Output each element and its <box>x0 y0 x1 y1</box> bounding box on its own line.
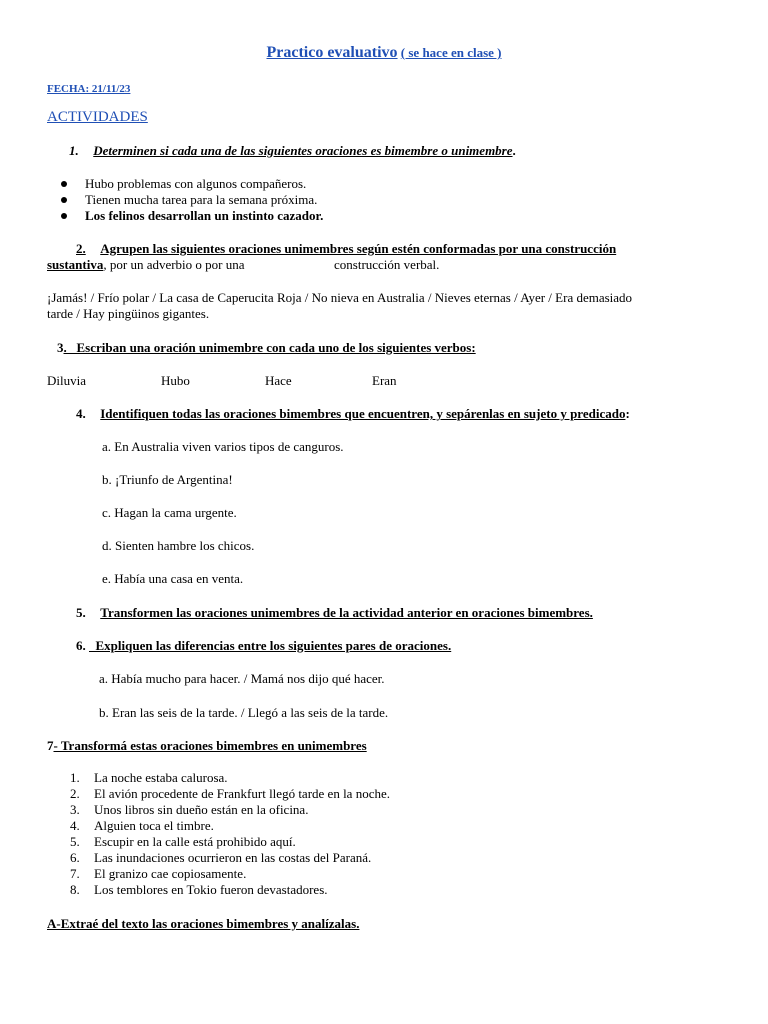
activity-4-colon: : <box>625 406 630 421</box>
activity-6-item: a. Había mucho para hacer. / Mamá nos dijo qué hacer. <box>99 671 385 686</box>
activity-7-item <box>70 866 246 882</box>
activity-7-item <box>70 786 390 802</box>
item-number: 5. <box>70 834 80 849</box>
activity-7-item <box>70 834 296 850</box>
activity-2-number: 2. <box>76 241 86 256</box>
activity-3-text: . Escriban una oración unimembre con cada uno de los siguientes verbos: <box>63 340 476 355</box>
item-number: 4. <box>70 818 80 833</box>
activity-7-item <box>70 802 308 818</box>
item-text: El avión procedente de Frankfurt llegó tarde en la noche. <box>94 786 390 801</box>
activity-6-item: b. Eran las seis de la tarde. / Llegó a las seis de la tarde. <box>99 705 389 720</box>
activity-2-text-b: construcción verbal. <box>334 257 440 272</box>
activity-7-text: - Transformá estas oraciones bimembres en unimembres <box>53 738 367 753</box>
activity-1-number: 1. <box>69 143 79 158</box>
activity-4-item: c. Hagan la cama urgente. <box>102 505 237 520</box>
activity-2-line-2 <box>47 257 245 273</box>
activity-3 <box>57 340 476 356</box>
item-number: 8. <box>70 882 80 897</box>
activity-a: A-Extraé del texto las oraciones bimembres y analízalas. <box>47 916 360 931</box>
activity-2-list-line-2: tarde / Hay pingüinos gigantes. <box>47 306 210 321</box>
item-text: La noche estaba calurosa. <box>94 770 228 785</box>
activity-2-underlined: sustantiva <box>47 257 104 272</box>
item-text: Unos libros sin dueño están en la oficina. <box>94 802 309 817</box>
activity-6 <box>76 638 451 654</box>
item-number: 2. <box>70 786 80 801</box>
page-title <box>0 45 768 61</box>
verb-3: Hace <box>265 373 292 388</box>
item-number: 3. <box>70 802 80 817</box>
activity-1-item: Los felinos desarrollan un instinto cazador. <box>85 208 324 223</box>
item-text: Las inundaciones ocurrieron en las costas del Paraná. <box>94 850 372 865</box>
item-number: 6. <box>70 850 80 865</box>
bullet-icon <box>61 197 67 203</box>
verb-1: Diluvia <box>47 373 86 388</box>
title-main: Practico evaluativo <box>266 44 398 61</box>
item-number: 1. <box>70 770 80 785</box>
item-number: 7. <box>70 866 80 881</box>
item-text: Los temblores en Tokio fueron devastadores. <box>94 882 328 897</box>
item-text: El granizo cae copiosamente. <box>94 866 247 881</box>
activity-4 <box>76 406 630 422</box>
activity-4-item: e. Había una casa en venta. <box>102 571 244 586</box>
activity-3-number: 3 <box>57 340 64 355</box>
activity-5-number: 5. <box>76 605 86 620</box>
activity-4-number: 4. <box>76 406 86 421</box>
date-line: FECHA: 21/11/23 <box>47 83 131 95</box>
activity-2-line-1 <box>76 241 616 257</box>
activity-2-list-line-1: ¡Jamás! / Frío polar / La casa de Caperucita Roja / No nieva en Australia / Nieves eternas / Ayer / Era demasiado <box>47 290 633 305</box>
item-text: Alguien toca el timbre. <box>94 818 214 833</box>
bullet-icon <box>61 213 67 219</box>
item-text: Escupir en la calle está prohibido aquí. <box>94 834 296 849</box>
activity-5 <box>76 605 593 621</box>
activity-7-item <box>70 770 228 786</box>
activity-7 <box>47 738 367 754</box>
activity-7-item <box>70 882 328 898</box>
activity-1-item: Hubo problemas con algunos compañeros. <box>85 176 307 191</box>
activity-4-item: a. En Australia viven varios tipos de canguros. <box>102 439 344 454</box>
activity-2-text-a: , por un adverbio o por una <box>103 257 245 272</box>
activity-1 <box>69 143 516 159</box>
activity-5-text: Transformen las oraciones unimembres de la actividad anterior en oraciones bimembres. <box>100 605 593 620</box>
activity-1-period: . <box>512 143 516 158</box>
activity-7-item <box>70 850 371 866</box>
activity-7-item <box>70 818 214 834</box>
activity-6-text: Expliquen las diferencias entre los siguientes pares de oraciones. <box>89 638 452 653</box>
activity-7-number: 7 <box>47 738 54 753</box>
verb-4: Eran <box>372 373 397 388</box>
activity-6-number: 6. <box>76 638 86 653</box>
verb-2: Hubo <box>161 373 190 388</box>
activity-4-item: b. ¡Triunfo de Argentina! <box>102 472 233 487</box>
activity-4-text: Identifiquen todas las oraciones bimembres que encuentren, y sepárenlas en sujeto y predicado <box>100 406 626 421</box>
activity-2-text: Agrupen las siguientes oraciones unimembres según estén conformadas por una construcción <box>100 241 617 256</box>
bullet-icon <box>61 181 67 187</box>
title-subtitle: ( se hace en clase ) <box>400 45 502 60</box>
activity-1-item: Tienen mucha tarea para la semana próxima. <box>85 192 318 207</box>
activity-1-text: Determinen si cada una de las siguientes oraciones es bimembre o unimembre <box>93 143 513 158</box>
activity-4-item: d. Sienten hambre los chicos. <box>102 538 255 553</box>
activities-heading: ACTIVIDADES <box>47 109 148 125</box>
